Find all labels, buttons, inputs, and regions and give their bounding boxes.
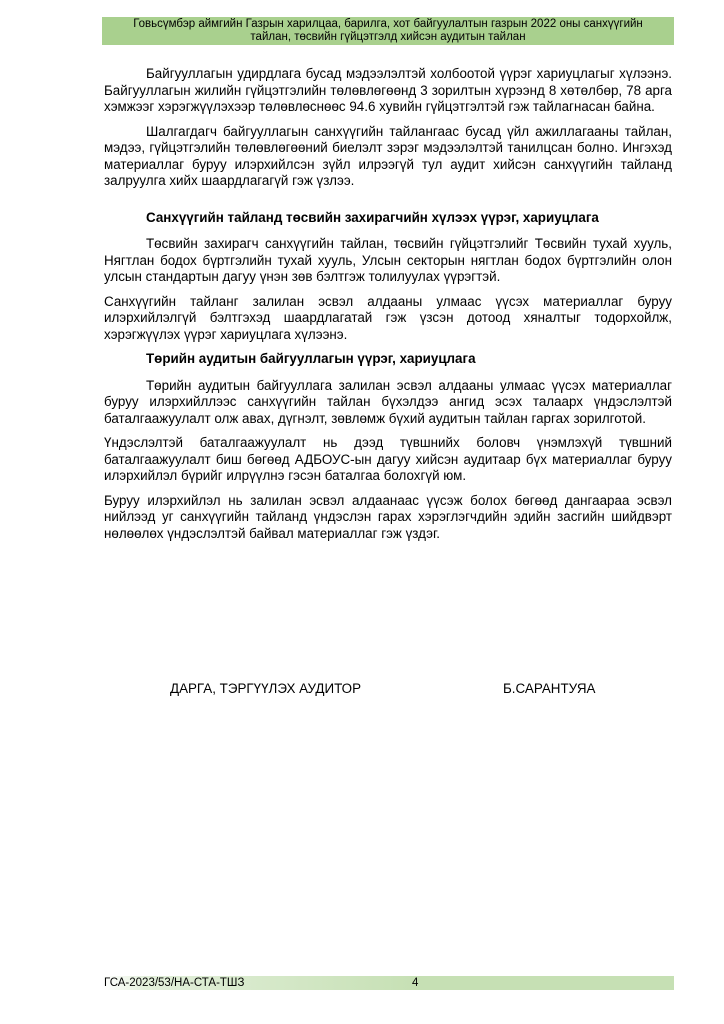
paragraph-misstatement: Буруу илэрхийлэл нь залилан эсвэл алдаанаас үүсэж болох бөгөөд дангаараа эсвэл нийлээд уг санхүүгийн тайланд үндэслэн гарах хэрэглэгчдийн эдийн засгийн шийдвэрт нөлөөлөх үндэслэлтэй байвал материаллаг гэж үздэг. [104, 492, 672, 541]
paragraph-budget-manager-duty: Төсвийн захирагч санхүүгийн тайлан, төсвийн гүйцэтгэлийг Төсвийн тухай хууль, Нягтлан бодох бүртгэлийн тухай хууль, Улсын секторын нягтлан бодох бүртгэлийн олон улсын стандартын дагуу үнэн зөв бэлтгэж толилуулах үүрэгтэй. [104, 236, 672, 284]
header-title-line-1: Говьсүмбэр аймгийн Газрын харилцаа, барилга, хот байгуулалтын газрын 2022 оны санхүүгийн [133, 18, 643, 30]
header-title-line-2: тайлан, төсвийн гүйцэтгэлд хийсэн аудитын тайлан [250, 31, 526, 43]
section-heading-budget-manager: Санхүүгийн тайланд төсвийн захирагчийн хүлээх үүрэг, хариуцлага [146, 209, 599, 225]
paragraph-audit-objective: Төрийн аудитын байгууллага залилан эсвэл алдааны улмаас үүсэх материаллаг буруу илэрхийллээс санхүүгийн тайлан бүхэлдээ ангид эсэх талаарх үндэслэлтэй баталгаажуулалт олж авах, дүгнэлт, зөвлөмж бүхий аудитын тайлан гаргах зорилготой. [104, 377, 672, 426]
page-footer [102, 976, 674, 990]
signatory-title: ДАРГА, ТЭРГҮҮЛЭХ АУДИТОР [170, 681, 362, 696]
paragraph-reasonable-assurance: Үндэслэлтэй баталгаажуулалт нь дээд түвшнийх боловч үнэмлэхүй түвшний баталгаажуулалт биш бөгөөд АДБОУС-ын дагуу хийсэн аудитаар бүх материаллаг буруу илэрхийлэл бүрийг илрүүлнэ гэсэн баталгаа болохгүй юм. [104, 435, 672, 483]
document-body [104, 66, 672, 550]
paragraph-other-information: Шалгагдагч байгууллагын санхүүгийн тайлангаас бусад үйл ажиллагааны тайлан, мэдээ, гүйцэтгэлийн төлөвлөгөөний биелэлт зэрэг мэдээлэлтэй танилцсан болно. Ингэхэд материаллаг буруу илэрхийлсэн зүйл илрээгүй тул аудит хийсэн санхүүгийн тайланд залруулга хийх шаардлагагүй гэж үзлээ. [104, 123, 672, 188]
page-number: 4 [412, 977, 419, 989]
section-heading-audit-body: Төрийн аудитын байгууллагын үүрэг, хариуцлага [146, 351, 476, 366]
paragraph-performance: Байгууллагын удирдлага бусад мэдээлэлтэй холбоотой үүрэг хариуцлагыг хүлээнэ. Байгууллагын жилийн гүйцэтгэлийн төлөвлөгөөнд 3 зорилтын хүрээнд 8 хөтөлбөр, 78 арга хэмжээг хэрэгжүүлэхээр төлөвлөснөөс 94.6 хувийн гүйцэтгэлтэй гэж тайлагнасан байна. [104, 66, 672, 114]
signatory-name: Б.САРАНТУЯА [503, 681, 596, 696]
page-header [102, 17, 674, 45]
document-code: ГСА-2023/53/НА-СТА-ТШЗ [104, 977, 245, 989]
paragraph-internal-control: Санхүүгийн тайланг залилан эсвэл алдааны улмаас үүсэх материаллаг буруу илэрхийлэлгүй бэлтгэхэд шаардлагатай гэж үзсэн дотоод хяналтыг тодорхойлж, хэрэгжүүлэх үүрэг хариуцлага хүлээнэ. [104, 293, 672, 342]
